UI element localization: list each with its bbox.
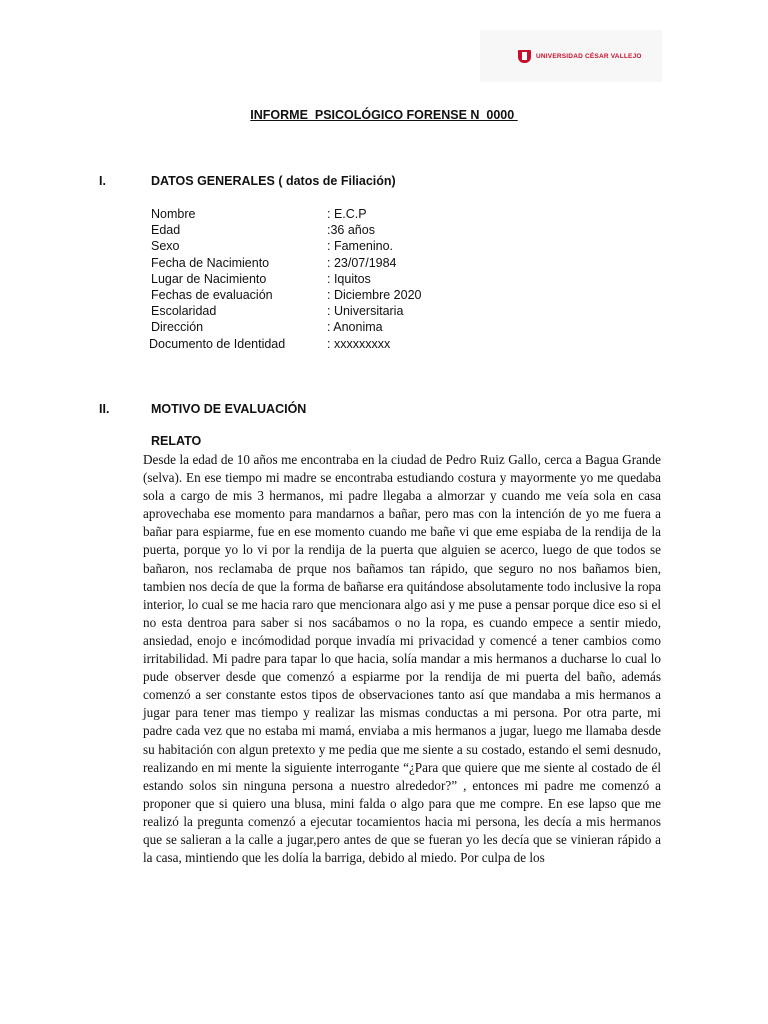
field-label: Sexo [151, 239, 180, 254]
field-value: : xxxxxxxxx [327, 336, 391, 351]
field-value: : Universitaria [327, 304, 404, 319]
section-1-title: DATOS GENERALES ( datos de Filiación) [151, 174, 396, 188]
field-label: Nombre [151, 207, 196, 221]
field-value: : 23/07/1984 [327, 255, 397, 270]
field-value: : E.C.P [327, 207, 367, 221]
document-title: INFORME PSICOLÓGICO FORENSE N 0000 [250, 108, 518, 122]
field-value: : Iquitos [327, 271, 371, 286]
field-label: Lugar de Nacimiento [151, 271, 267, 286]
field-value: : Famenino. [327, 239, 394, 254]
field-value: : Anonima [327, 320, 383, 335]
relato-body: Desde la edad de 10 años me encontraba en la ciudad de Pedro Ruiz Gallo, cerca a Bagua Grande (selva). En ese tiempo mi madre se encontraba estudiando costura y mayormente yo me quedaba sola a cargo de mis 3 hermanos, mi padre llegaba a almorzar y cuando me veía sola en casa aprovechaba ese momento para mandarnos a bañar, pero mas con la intención de yo me fuera a bañar para espiarme, fue en ese momento cuando me bañe vi que eme espiaba de la rendija de la puerta, porque yo lo vi por la rendija de la puerta que alguien se acerco, luego de que todos se bañaron, nos reclamaba de prque nos bañamos tan rápido, que seguro no nos bañamos bien, tambien nos decía de que la forma de bañarse era quitándose absolutamente todo inclusive la ropa interior, lo cual se me hacia raro que mencionara algo asi y me puse a pensar porque dice eso si el no esta dentroa para saber si nos sacábamos o no la ropa, es cuando empece a sentir miedo, ansiedad, enojo e incómodidad porque invadía mi privacidad y comencé a tener cambios como irritabilidad. Mi padre para tapar lo que hacia, solía mandar a mis hermanos a ducharse lo cual lo pude observer desde que comenzó a espiarme por la rendija de mi puerta del baño, además comenzó a ser constante estos tipos de observaciones tanto así que mandaba a mis hermanos a jugar para tener mas tiempo y realizar las mismas conductas a mi persona. Por otra parte, mi padre cada vez que no estaba mi mamá, enviaba a mis hermanos a jugar, luego me llamaba desde su habitación con algun pretexto y me pedia que me siente a su costado, estando el semi desnudo, realizando en mi mente la siguiente interrogante “¿Para que quiere que me siente al costado de él estando solos sin ninguna persona a nuestro alrededor?” , entonces mi padre me comenzó a proponer que si quiero una blusa, mini falda o algo para que me compre. En ese lapso que me realizó la pregunta comenzó a ejecutar tocamientos hacia mi persona, les decía a mis hermanos que se salieran a la calle a jugar,pero antes de que se fueran yo les decía que se vinieran rápido a la casa, mintiendo que les dolía la barriga, debido al miedo. Por culpa de los [143, 452, 661, 866]
field-label: Fecha de Nacimiento [151, 255, 270, 270]
shield-icon [518, 50, 531, 63]
section-2-number: II. [99, 402, 110, 416]
section-2-title: MOTIVO DE EVALUACIÓN [151, 402, 307, 416]
field-label: Documento de Identidad [149, 336, 286, 351]
field-value: : Diciembre 2020 [327, 287, 422, 302]
field-label: Escolaridad [151, 304, 217, 319]
relato-heading: RELATO [151, 434, 202, 448]
field-label: Edad [151, 223, 181, 238]
logo-text: UNIVERSIDAD CÉSAR VALLEJO [536, 53, 642, 60]
university-logo [480, 30, 662, 82]
field-label: Dirección [151, 320, 204, 335]
field-label: Fechas de evaluación [151, 287, 273, 302]
section-1-number: I. [99, 174, 106, 188]
field-value: :36 años [327, 223, 375, 238]
